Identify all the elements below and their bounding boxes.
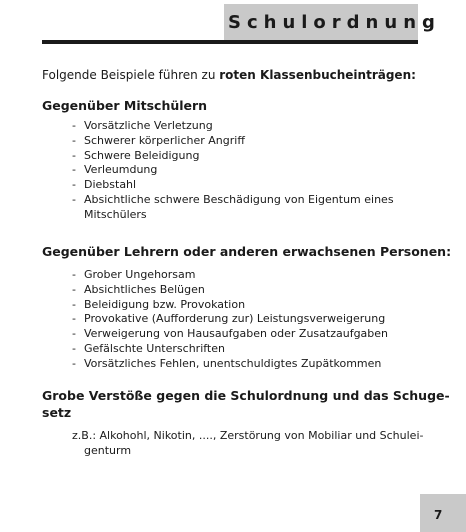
section-heading-schulordnung-line1: Grobe Verstöße gegen die Schulordnung und das Schuge- xyxy=(42,388,450,403)
section-heading-schulordnung-line2: setz xyxy=(42,405,72,420)
list-item xyxy=(72,342,414,357)
list-item xyxy=(72,283,414,298)
list-item xyxy=(72,134,414,149)
list-dash: - xyxy=(72,312,76,326)
list-lehrer xyxy=(72,268,414,372)
list-dash: - xyxy=(72,178,76,192)
section-heading-lehrer: Gegenüber Lehrern oder anderen erwachsenen Personen: xyxy=(42,244,452,259)
list-item-text: Grober Ungehorsam xyxy=(84,268,196,281)
list-dash: - xyxy=(72,297,76,311)
list-dash: - xyxy=(72,192,76,206)
page-number: 7 xyxy=(434,508,443,522)
example-line-1: z.B.: Alkohohl, Nikotin, ...., Zerstörung von Mobiliar und Schulei- xyxy=(72,429,424,442)
list-item xyxy=(72,178,414,193)
list-item xyxy=(72,149,414,164)
list-item-text: Beleidigung bzw. Provokation xyxy=(84,297,246,311)
list-item-text: Vorsätzliches Fehlen, unentschuldigtes Zupätkommen xyxy=(84,356,382,370)
list-item-text: Verweigerung von Hausaufgaben oder Zusatzaufgaben xyxy=(84,327,389,341)
header-rule xyxy=(42,40,418,44)
list-item xyxy=(72,357,414,372)
section-heading-mitschueler: Gegenüber Mitschülern xyxy=(42,98,208,113)
list-item-text: Verleumdung xyxy=(84,163,158,177)
example-line-2: genturm xyxy=(84,444,132,457)
list-item xyxy=(72,193,414,223)
list-item xyxy=(72,163,414,178)
list-dash: - xyxy=(72,341,76,355)
list-item xyxy=(72,119,414,134)
list-item-text: Gefälschte Unterschriften xyxy=(84,341,225,355)
example-text xyxy=(72,428,424,458)
list-dash: - xyxy=(72,148,76,162)
page-number-box xyxy=(420,494,466,532)
list-item-text: Diebstahl xyxy=(84,178,137,192)
list-item-text: Schwere Beleidigung xyxy=(84,148,200,162)
list-item xyxy=(72,327,414,342)
list-item xyxy=(72,298,414,313)
list-dash: - xyxy=(72,327,76,341)
intro-text xyxy=(42,68,416,82)
list-dash: - xyxy=(72,356,76,370)
list-item-text: Absichtliche schwere Beschädigung von Eigentum eines Mitschülers xyxy=(84,192,394,221)
list-mitschueler xyxy=(72,119,414,223)
intro-prefix: Folgende Beispiele führen zu xyxy=(42,68,220,82)
intro-emphasis: roten Klassenbucheinträgen: xyxy=(219,68,416,82)
list-item xyxy=(72,312,414,327)
list-item-text: Vorsätzliche Verletzung xyxy=(84,119,213,132)
list-item-text: Schwerer körperlicher Angriff xyxy=(84,133,245,147)
list-item xyxy=(72,268,414,283)
list-item-text: Absichtliches Belügen xyxy=(84,282,205,296)
list-dash: - xyxy=(72,282,76,296)
list-dash: - xyxy=(72,268,76,281)
list-dash: - xyxy=(72,119,76,132)
page-title: Schulordnung xyxy=(228,12,441,33)
list-dash: - xyxy=(72,163,76,177)
list-dash: - xyxy=(72,133,76,147)
list-item-text: Provokative (Aufforderung zur) Leistungsverweigerung xyxy=(84,312,386,326)
